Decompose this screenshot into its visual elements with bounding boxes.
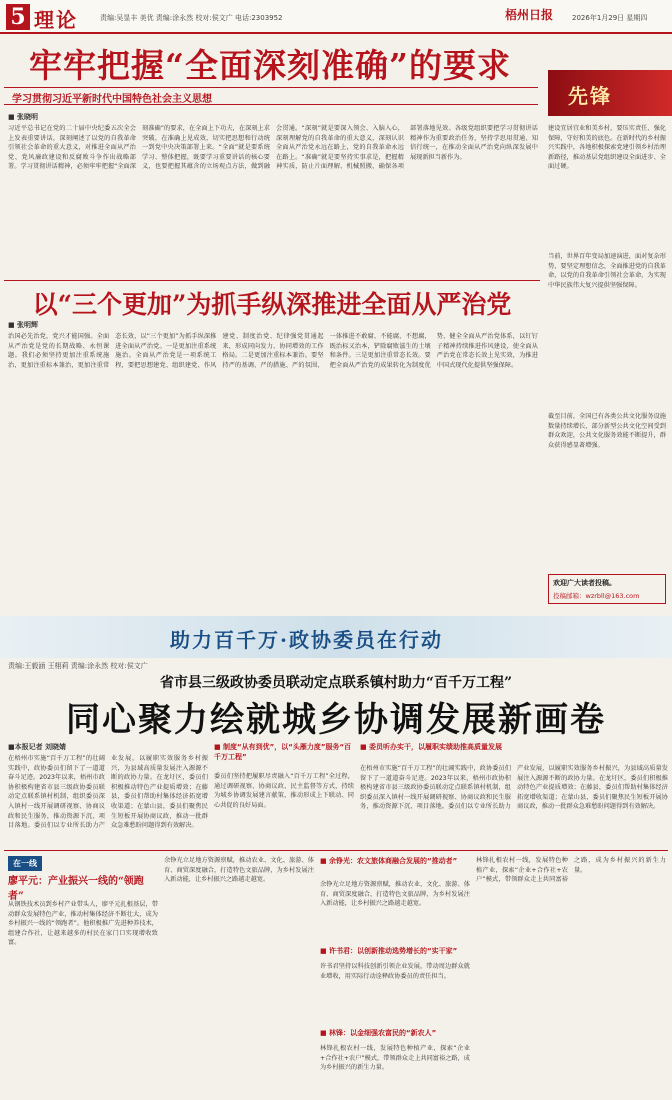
article3-col2	[214, 742, 354, 762]
article4-headline: 廖平元：产业振兴一线的“领跑者”	[8, 876, 144, 902]
article1-body: 习近平总书记在党的二十届中央纪委五次全会上发表重要讲话，深刻阐述了以党的自我革命引领社会革命的重大意义，对推进全面从严治党、党风廉政建设和反腐败斗争作出战略部署。学习贯彻讲话精神，必须牢牢把握“全面深刻准确”的要求，在全面上下功夫，在深刻上求突破，在准确上见成效，切实把思想和行动统一到党中央决策部署上来。“全面”就是要系统学习、整体把握，既要学习重要讲话的核心要义，也要把握其蕴含的立场观点方法，做到融会贯通。“深刻”就是要深入领会、入脑入心，深刻理解党的自我革命的重大意义，深刻认识全面从严治党永远在路上，党的自我革命永远在路上。“准确”就是要坚持实事求是，把握精神实质，防止片面理解、机械照搬，确保各项部署落地见效。各级党组织要把学习贯彻讲话精神作为重要政治任务，坚持学思用贯通、知信行统一，在推动全面从严治党向纵深发展中展现新担当新作为。	[8, 125, 538, 171]
article3-col3	[360, 742, 670, 752]
article2-byline: ■ 张明辉	[8, 321, 39, 329]
pioneer-badge	[548, 70, 672, 116]
banner-title: 助力百千万·政协委员在行动	[170, 628, 443, 652]
article3-body2: 委员们坚持把履职尽责融入“百千万工程”全过程，通过调研视察、协商议政、民主监督等方式，持续为城乡协调发展建言献策，推动形成上下联动、同心共促的良好局面。	[214, 773, 354, 809]
article4-body: 从钢铁技术员到乡村产业带头人，廖平元扎根基层，带动群众发展特色产业，推动村集体经济不断壮大，成为乡村振兴一线的“领跑者”。他积极推广先进种养技术，组建合作社，让越来越多的村民在家门口实现增收致富。	[8, 901, 158, 947]
page-number: 5	[6, 4, 30, 30]
badge-text: 先锋	[568, 84, 612, 108]
sidebar-paragraph: 截至目前，全国已有各类公共文化服务设施数量持续增长，部分新型公共文化空间受到群众欢迎，公共文化服务效能不断提升，群众获得感显著增强。	[548, 413, 666, 449]
article1-series: 学习贯彻习近平新时代中国特色社会主义思想	[12, 94, 212, 105]
article1-series-bar	[4, 87, 538, 105]
article4-col2: 余铮光立足地方资源禀赋，推动农业、文化、旅游、体育、商贸深度融合，打造特色文旅品牌，为乡村发展注入新动能，让乡村振兴之路越走越宽。	[164, 857, 314, 884]
article4-col3c	[320, 1028, 470, 1038]
submission-label: 欢迎广大读者投稿。	[553, 579, 616, 587]
article4-col3	[320, 856, 470, 866]
divider	[4, 850, 668, 851]
editor-line: 责编:吴显丰 美优 责编:涂永然 校对:侯文广 电话:2303952	[100, 14, 283, 22]
article4-subhead: ■ 许书君：以创新推动选势增长的“实干家”	[320, 947, 458, 955]
article3-subhead: ■ 制度“从有到优”，以“头雁力度”服务“百千万工程”	[214, 743, 352, 761]
article3-headline: 同心聚力绘就城乡协调发展新画卷	[66, 700, 606, 740]
cppcc-banner	[0, 616, 672, 658]
divider	[4, 280, 540, 281]
article4-body2: 余铮光立足地方资源禀赋，推动农业、文化、旅游、体育、商贸深度融合，打造特色文旅品牌，为乡村发展注入新动能，让乡村振兴之路越走越宽。	[320, 881, 470, 908]
article2-headline: 以“三个更加”为抓手纵深推进全面从严治党	[32, 290, 512, 319]
article4-subhead: ■ 余铮光：农文旅体商融合发展的“推动者”	[320, 857, 458, 865]
article3-body: 在梧州市实施“百千万工程”的壮阔实践中，政协委员们留下了一道道奋斗足迹。2023年以来，梧州市政协积极构建省市县三级政协委员联动定点联系镇村机制，组织委员深入镇村一线开展调研视察、协商议政和民生服务，推动资源下沉、项目落地。委员们以专业所长助力产业发展，以履职实效服务乡村振兴，为县域高质量发展注入源源不断的政协力量。在龙圩区，委员们积极推动特色产业提质增效；在藤县，委员们帮助村集体经济拓宽增收渠道；在蒙山县，委员们聚焦民生短板开展协商议政，推动一批群众急难愁盼问题得到有效解决。	[8, 755, 208, 830]
article4-col3b	[320, 946, 470, 956]
article3-subhead: ■ 委员听办实干，以履职实绩助推高质量发展	[360, 743, 503, 751]
section-tag: 在一线	[8, 856, 42, 871]
article3-byline: ■本报记者 刘晓婧	[8, 743, 67, 751]
article4-col4: 林锋扎根农村一线，发展特色种植产业，探索“企业+合作社+农户”模式，带领群众走上共同富裕之路，成为乡村振兴的新生力量。	[476, 857, 666, 884]
sidebar-paragraph: 建设宜居宜业和美乡村，要压实责任、强化保障，守好和美的底色。在新时代的乡村振兴实践中，各地积极探索党建引领乡村治理新路径，推动基层党组织建设全面进步、全面过硬。	[548, 125, 666, 171]
article1-headline: 牢牢把握“全面深刻准确”的要求	[29, 46, 511, 85]
submission-email: 投稿邮箱：wzrbll@163.com	[553, 592, 640, 600]
article3-body3: 在梧州市实施“百千万工程”的壮阔实践中，政协委员们留下了一道道奋斗足迹。2023年以来，梧州市政协积极构建省市县三级政协委员联动定点联系镇村机制，组织委员深入镇村一线开展调研视察、协商议政和民生服务，推动资源下沉、项目落地。委员们以专业所长助力产业发展，以履职实效服务乡村振兴，为县域高质量发展注入源源不断的政协力量。在龙圩区，委员们积极推动特色产业提质增效；在藤县，委员们帮助村集体经济拓宽增收渠道；在蒙山县，委员们聚焦民生短板开展协商议政，推动一批群众急难愁盼问题得到有效解决。	[360, 765, 668, 811]
issue-date: 2026年1月29日 星期四	[572, 14, 648, 22]
article4-subhead: ■ 林锋：以金细强农富民的“新农人”	[320, 1029, 437, 1037]
banner-editor-line: 责编:王毅涵 王栩莉 责编:涂永然 校对:侯文广	[8, 662, 148, 670]
article2-body: 治国必先治党，党兴才能国强。全面从严治党是党的长期战略、永恒课题。我们必须坚持更加注重系统施治，更加注重标本兼治，更加注重常态长效，以“三个更加”为抓手纵深推进全面从严治党。一是更加注重系统施治。全面从严治党是一项系统工程，要把思想建党、组织建党、作风建党、制度治党、纪律强党贯通起来，形成同向发力、协同增效的工作格局。二是更加注重标本兼治。要坚持严的基调、严的措施、严的氛围，一体推进不敢腐、不能腐、不想腐，既治标又治本，铲除腐败滋生的土壤和条件。三是更加注重常态长效。要把全面从严治党的成果转化为制度优势，健全全面从严治党体系，以钉钉子精神持续推进作风建设，使全面从严治党在常态长效上见实效，为推进中国式现代化提供坚强保障。	[8, 333, 538, 369]
article3-kicker: 省市县三级政协委员联动定点联系镇村助力“百千万工程”	[159, 675, 513, 691]
masthead	[0, 0, 672, 34]
section-title: 理论	[34, 8, 78, 32]
sidebar-paragraph: 当前，世界百年变局加速演进，面对复杂形势，要坚定理想信念，全面推进党的自我革命，以党的自我革命引领社会革命，为实现中华民族伟大复兴提供坚强保障。	[548, 253, 666, 289]
article4-body3: 许书君坚持以科技创新引领企业发展，带动周边群众就业增收，用实际行动诠释政协委员的责任担当。	[320, 963, 470, 980]
submission-box	[548, 574, 666, 604]
paper-logo: 梧州日报	[505, 8, 554, 22]
article4-body4: 林锋扎根农村一线，发展特色种植产业，探索“企业+合作社+农户”模式，带领群众走上共同富裕之路，成为乡村振兴的新生力量。	[320, 1045, 470, 1072]
article1-byline: ■ 张晓明	[8, 113, 39, 121]
